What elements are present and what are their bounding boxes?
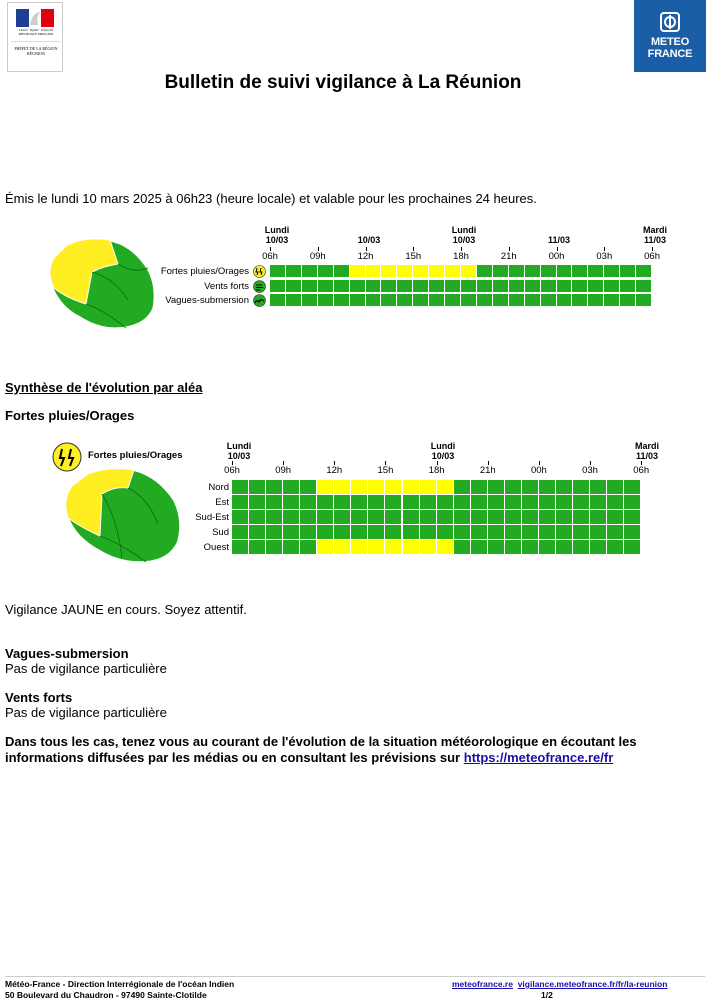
zone-cell [385,495,402,510]
advice-text: Dans tous les cas, tenez vous au courant de l'évolution de la situation météorologique en écoutant les informations diffusées par les médias ou en consultant les prévisions sur [5,734,637,765]
timeline-cell [397,294,413,307]
hour-label: 09h [275,465,292,476]
timeline-cell [413,294,429,307]
vents-text: Pas de vigilance particulière [5,705,167,720]
zone-cell [385,510,402,525]
timeline-cell [302,294,318,307]
timeline-cell [381,265,397,278]
zone-cell [607,540,624,555]
zone-cell [420,525,437,540]
wave-icon [253,294,266,307]
timeline-cell [493,265,509,278]
timeline-cell [429,294,445,307]
footer-org: Météo-France - Direction Interrégionale de l'océan Indien [5,979,235,989]
timeline-cell [541,280,557,293]
prefet-motto: Liberté · Égalité · Fraternité RÉPUBLIQUE FRANÇAISE [18,28,54,36]
zone-cell [300,480,317,495]
zone-cell [624,525,641,540]
zone-cell [283,540,300,555]
zone-cell [573,510,590,525]
day-label: 10/03 [357,235,381,245]
zone-cell [539,525,556,540]
hour-tick [413,247,414,251]
hour-tick [641,461,642,465]
hour-label: 18h [453,251,469,262]
zone-cell [607,525,624,540]
zone-cell [539,540,556,555]
timeline-cell [477,280,493,293]
zone-cell [590,510,607,525]
row-label-vagues: Vagues-submersion [165,295,249,306]
zone-cell [522,510,539,525]
zone-cell [317,480,334,495]
timeline-cell [477,294,493,307]
hour-label: 12h [326,465,343,476]
prefet-logo [7,2,63,72]
timeline-cell [588,294,604,307]
zone-cell [317,525,334,540]
timeline-cell [366,265,382,278]
zone-cell [590,525,607,540]
hour-tick [539,461,540,465]
page-title: Bulletin de suivi vigilance à La Réunion [164,72,522,93]
zone-cell [283,510,300,525]
timeline-cell [445,280,461,293]
day-label: Lundi 10/03 [430,441,456,461]
hour-tick [366,247,367,251]
hour-tick [283,461,284,465]
zone-cell [368,510,385,525]
timeline-cell [588,280,604,293]
hour-label: 15h [405,251,422,262]
footer-link-vigilance[interactable]: vigilance.meteofrance.fr/fr/la-reunion [517,979,668,989]
timeline-cell [302,265,318,278]
timeline-cell [461,265,477,278]
hour-tick [590,461,591,465]
hour-tick [604,247,605,251]
zone-cell [317,540,334,555]
synthese-title: Synthèse de l'évolution par aléa [5,380,203,395]
day-label: Lundi 10/03 [226,441,252,461]
zone-cell [556,540,573,555]
fortes-status: Vigilance JAUNE en cours. Soyez attentif. [5,602,247,617]
footer-link-meteofrance[interactable]: meteofrance.re [452,979,513,989]
zone-cell [471,540,488,555]
zone-cell [249,480,266,495]
timeline-cell [620,280,636,293]
hour-label: 00h [530,465,547,476]
zone-cell [249,540,266,555]
hour-tick [437,461,438,465]
hour-tick [461,247,462,251]
zone-cell [334,525,351,540]
timeline-cell [604,280,620,293]
zone-cell [300,495,317,510]
timeline-cell [572,280,588,293]
timeline-cell [270,294,286,307]
zone-cell [368,495,385,510]
hour-tick [509,247,510,251]
hour-tick [652,247,653,251]
zone-cell [522,495,539,510]
zone-cell [590,480,607,495]
zone-cell [522,540,539,555]
zone-cell [505,495,522,510]
zone-cell [454,525,471,540]
hour-label: 12h [357,251,374,262]
timeline-cell [334,265,350,278]
hour-label: 15h [377,465,394,476]
timeline-cell [286,280,302,293]
zone-label: Sud-Est [195,512,229,523]
zone-cell [471,510,488,525]
zone-cell [607,510,624,525]
fortes-legend: Fortes pluies/Orages [88,450,183,461]
timeline-cell [302,280,318,293]
zone-cell [300,540,317,555]
zone-cell [266,540,283,555]
timeline-cell [334,294,350,307]
zone-cell [334,495,351,510]
zone-cell [403,510,420,525]
timeline-cell [604,294,620,307]
zone-cell [437,525,454,540]
hour-tick [270,247,271,251]
timeline-cell [636,294,652,307]
zone-cell [420,480,437,495]
zone-cell [624,495,641,510]
timeline-cell [525,294,541,307]
day-label: Lundi 10/03 [264,225,290,245]
zone-cell [488,510,505,525]
timeline-cell [334,280,350,293]
zone-cell [488,495,505,510]
zone-cell [624,480,641,495]
zone-cell [403,495,420,510]
zone-cell [624,540,641,555]
timeline-cell [636,280,652,293]
zone-cell [283,480,300,495]
zone-cell [385,540,402,555]
timeline-cell [557,280,573,293]
zone-cell [437,540,454,555]
timeline-cell [509,280,525,293]
vents-title: Vents forts [5,690,73,705]
zone-cell [368,480,385,495]
prefet-name: PRÉFET DE LA RÉGION RÉUNION [14,46,58,56]
zone-cell [556,495,573,510]
zone-cell [437,510,454,525]
zone-cell [334,540,351,555]
timeline-cell [270,265,286,278]
hour-label: 03h [596,251,613,262]
zone-cell [351,510,368,525]
fortes-title: Fortes pluies/Orages [5,408,135,423]
zone-cell [249,510,266,525]
zone-cell [505,525,522,540]
zone-cell [488,480,505,495]
timeline-cell [525,280,541,293]
zone-cell [351,495,368,510]
zone-cell [385,525,402,540]
timeline-cell [557,265,573,278]
zone-cell [454,540,471,555]
hour-label: 21h [500,251,517,262]
timeline-cell [493,294,509,307]
advice-paragraph [5,734,703,766]
meteo-france-logo [634,0,706,72]
zone-cell [403,525,420,540]
zone-cell [454,495,471,510]
zone-cell [539,510,556,525]
zone-cell [420,495,437,510]
zone-cell [505,540,522,555]
zone-cell [573,540,590,555]
timeline-cell [620,294,636,307]
storm-icon [253,265,266,278]
zone-cell [488,525,505,540]
hour-label: 21h [479,465,496,476]
issued-text: Émis le lundi 10 mars 2025 à 06h23 (heure locale) et valable pour les prochaines 24 heures. [5,191,537,206]
zone-cell [300,525,317,540]
zone-cell [351,525,368,540]
timeline-cell [350,294,366,307]
zone-cell [368,540,385,555]
zone-cell [556,510,573,525]
zone-cell [300,510,317,525]
timeline-cell [557,294,573,307]
zone-cell [403,480,420,495]
timeline-cell [541,265,557,278]
zone-cell [232,540,249,555]
zone-cell [232,525,249,540]
zone-cell [232,510,249,525]
timeline-cell [286,265,302,278]
timeline-cell [477,265,493,278]
zone-cell [283,525,300,540]
zone-cell [607,480,624,495]
row-label-fortes: Fortes pluies/Orages [160,266,249,277]
vagues-title: Vagues-submersion [5,646,129,661]
timeline-cell [318,265,334,278]
zone-cell [539,480,556,495]
zone-cell [573,480,590,495]
timeline-cell [604,265,620,278]
timeline-cell [461,280,477,293]
zone-label: Ouest [203,542,229,553]
zone-cell [539,495,556,510]
timeline-cell [381,280,397,293]
timeline-cell [525,265,541,278]
zone-label: Est [215,497,229,508]
marianne-flag-icon [16,9,54,27]
zone-cell [556,480,573,495]
zone-cell [505,510,522,525]
zone-cell [232,495,249,510]
hour-tick [318,247,319,251]
hour-label: 00h [548,251,565,262]
timeline-cell [572,265,588,278]
page-number: 1/2 [541,990,553,1000]
zone-cell [334,480,351,495]
wind-icon [253,280,266,293]
zone-label: Nord [208,482,229,493]
zone-cell [420,510,437,525]
zone-cell [351,480,368,495]
zone-cell [420,540,437,555]
zone-cell [522,480,539,495]
zone-cell [334,510,351,525]
hour-label: 06h [633,465,650,476]
timeline-cell [270,280,286,293]
meteo-france-icon [660,12,680,32]
timeline-cell [588,265,604,278]
footer-address: 50 Boulevard du Chaudron - 97490 Sainte-Clotilde [5,990,207,1000]
zone-cell [454,480,471,495]
zone-cell [249,525,266,540]
zone-cell [385,480,402,495]
zone-label: Sud [212,527,229,538]
timeline-cell [620,265,636,278]
zone-cell [283,495,300,510]
zone-cell [573,525,590,540]
timeline-cell [509,294,525,307]
zone-cell [317,495,334,510]
hour-tick [232,461,233,465]
timeline-cell [366,280,382,293]
zone-cell [266,525,283,540]
zone-cell [471,480,488,495]
zone-cell [454,510,471,525]
hour-tick [488,461,489,465]
timeline-cell [509,265,525,278]
timeline-cell [318,294,334,307]
timeline-cell [397,280,413,293]
timeline-cell [541,294,557,307]
timeline-cell [413,265,429,278]
zone-cell [437,495,454,510]
timeline-cell [445,294,461,307]
timeline-cell [381,294,397,307]
timeline-cell [636,265,652,278]
meteofrance-link[interactable]: https://meteofrance.re/fr [463,750,614,765]
zone-cell [573,495,590,510]
zone-cell [437,480,454,495]
timeline-cell [429,265,445,278]
zone-cell [590,495,607,510]
hour-label: 06h [644,251,660,262]
day-label: Mardi 11/03 [642,225,667,245]
timeline-cell [572,294,588,307]
timeline-cell [350,265,366,278]
zone-cell [232,480,249,495]
hour-label: 06h [262,251,278,262]
zone-cell [488,540,505,555]
vagues-text: Pas de vigilance particulière [5,661,167,676]
zone-cell [266,480,283,495]
zone-cell [471,495,488,510]
timeline-cell [493,280,509,293]
timeline-cell [429,280,445,293]
timeline-cell [350,280,366,293]
day-label: 11/03 [547,235,571,245]
zone-cell [590,540,607,555]
zone-cell [266,510,283,525]
zone-cell [556,525,573,540]
brand-line2: FRANCE [647,48,693,60]
zone-cell [249,495,266,510]
footer-links [452,979,667,989]
hour-label: 06h [224,465,240,476]
brand-line1: METEO [650,36,690,48]
zone-cell [505,480,522,495]
zone-cell [317,510,334,525]
day-label: Mardi 11/03 [634,441,659,461]
zone-cell [266,495,283,510]
hour-tick [557,247,558,251]
timeline-cell [318,280,334,293]
zone-cell [351,540,368,555]
zone-cell [624,510,641,525]
timeline-cell [366,294,382,307]
timeline-cell [461,294,477,307]
hour-tick [334,461,335,465]
zone-cell [403,540,420,555]
footer-divider [5,976,705,977]
hour-label: 18h [428,465,445,476]
zone-cell [368,525,385,540]
timeline-cell [445,265,461,278]
row-label-vents: Vents forts [204,281,249,292]
timeline-cell [286,294,302,307]
day-label: Lundi 10/03 [451,225,477,245]
zone-cell [607,495,624,510]
zone-cell [522,525,539,540]
hour-label: 03h [582,465,598,476]
zone-cell [471,525,488,540]
hour-tick [385,461,386,465]
timeline-cell [413,280,429,293]
hour-label: 09h [309,251,326,262]
timeline-cell [397,265,413,278]
